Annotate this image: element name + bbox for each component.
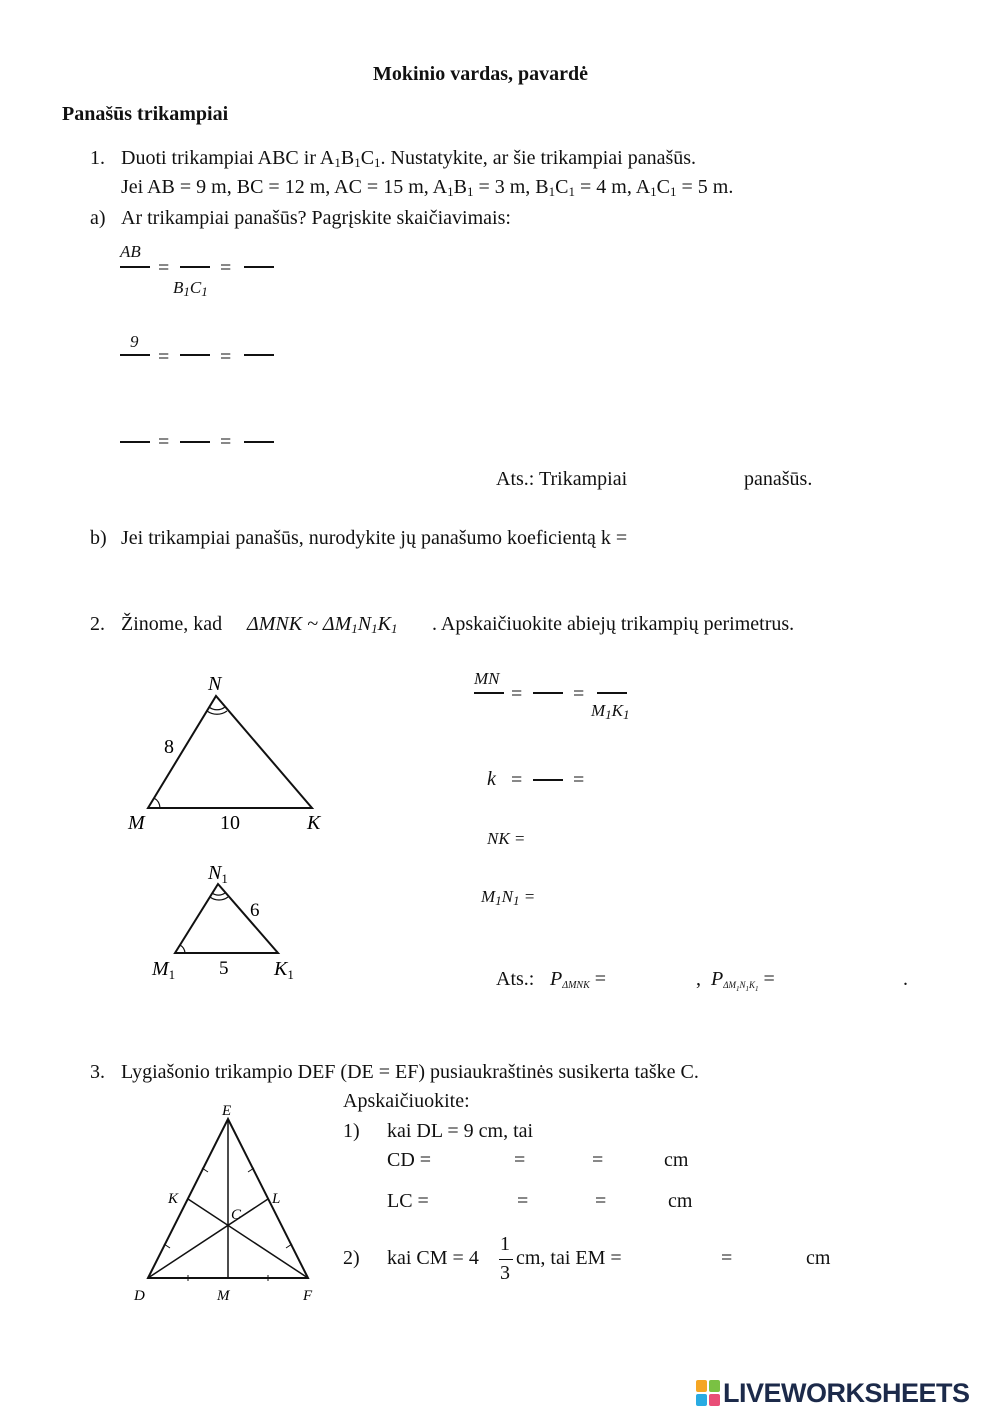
task3-item1-text: kai DL = 9 cm, tai <box>387 1120 534 1142</box>
equals-sign: = <box>721 1247 733 1269</box>
angle-m-arc <box>154 798 160 808</box>
fraction-line <box>120 354 150 356</box>
equals-sign: = <box>220 346 232 368</box>
frac-mn-numerator: MN <box>474 669 500 688</box>
answer-blank[interactable] <box>180 354 210 356</box>
mixed-fraction-numerator: 1 <box>500 1233 510 1255</box>
vertex-n1-label: $N_1$ <box>208 862 228 886</box>
mixed-fraction-denominator: 3 <box>500 1262 510 1284</box>
fraction-line <box>499 1259 513 1260</box>
task3-item2-text-b: cm, tai EM = <box>516 1247 622 1269</box>
frac-ab-numerator: AB <box>120 242 141 261</box>
task3-number: 3. <box>90 1061 105 1083</box>
triangle-def-diagram <box>120 1095 340 1310</box>
angle-n-arc-2 <box>207 711 227 714</box>
angle-n1-arc-2 <box>210 897 228 900</box>
m1n1-label: $M_1N_1$ = <box>481 887 536 908</box>
liveworksheets-icon <box>696 1380 720 1406</box>
median-dl <box>148 1199 268 1278</box>
task1-part-b-text: Jei trikampiai panašūs, nurodykite jų panašumo koeficientą k = <box>121 527 628 549</box>
point-c-label: C <box>231 1207 242 1223</box>
task1-number: 1. <box>90 147 105 169</box>
comma: , <box>696 968 701 990</box>
lc-label: LC = <box>387 1190 429 1212</box>
vertex-k1-label: $K_1$ <box>274 958 294 982</box>
section-title: Panašūs trikampiai <box>62 103 229 125</box>
task3-item1-number: 1) <box>343 1120 360 1142</box>
vertex-k-label: K <box>307 812 321 834</box>
answer-blank[interactable] <box>597 692 627 694</box>
task2-number: 2. <box>90 613 105 635</box>
vertex-m-label: M <box>128 812 145 834</box>
task2-text-a: Žinome, kad <box>121 613 223 635</box>
task1-answer-prefix: Ats.: Trikampiai <box>496 468 628 490</box>
task1-part-a-text: Ar trikampiai panašūs? Pagrįskite skaičiavimais: <box>121 207 511 229</box>
point-m-label: M <box>217 1288 230 1304</box>
triangle-mnk-diagram <box>120 665 340 840</box>
equals-sign: = <box>514 1149 526 1171</box>
equals-sign: = <box>158 431 170 453</box>
vertex-e-label: E <box>222 1103 232 1119</box>
liveworksheets-text: LIVEWORKSHEETS <box>723 1377 970 1408</box>
equals-sign: = <box>158 257 170 279</box>
answer-blank[interactable] <box>533 779 563 781</box>
point-k-label: K <box>168 1191 179 1207</box>
task1-line1: Duoti trikampiai ABC ir $A_1B_1C_1$. Nustatykite, ar šie trikampiai panašūs. <box>121 147 697 170</box>
angle-n-arc-1 <box>209 707 225 710</box>
side-mk-length: 10 <box>220 812 240 834</box>
angle-n1-arc-1 <box>212 893 225 895</box>
equals-sign: = <box>511 683 523 705</box>
task3-text: Lygiašonio trikampio DEF (DE = EF) pusiaukraštinės susikerta taške C. <box>121 1061 699 1083</box>
vertex-d-label: D <box>134 1288 145 1304</box>
equals-sign: = <box>220 257 232 279</box>
task1-line2: Jei AB = 9 m, BC = 12 m, AC = 15 m, $A_1B_1 = 3$ m, $B_1C_1 = 4$ m, $A_1C_1 = 5$ m. <box>121 176 734 199</box>
task1-part-b-label: b) <box>90 527 107 549</box>
side-n1k1-length: 6 <box>250 900 260 921</box>
equals-sign: = <box>517 1190 529 1212</box>
vertex-f-label: F <box>303 1288 313 1304</box>
triangle-m1n1k1-diagram <box>140 855 310 985</box>
nk-label: NK = <box>487 829 526 848</box>
answer-blank[interactable] <box>533 692 563 694</box>
perimeter-m1n1k1-label: $P_{\Delta M_1N_1K_1}$ = <box>711 968 775 993</box>
task1-part-a-label: a) <box>90 207 106 229</box>
angle-m1-arc <box>180 945 185 953</box>
student-name-label: Mokinio vardas, pavardė <box>373 63 589 85</box>
task2-answer-prefix: Ats.: <box>496 968 535 990</box>
answer-blank[interactable] <box>180 441 210 443</box>
perimeter-mnk-label: $P_{\Delta MNK}$ = <box>550 968 607 991</box>
fraction-line <box>120 266 150 268</box>
equals-sign: = <box>573 683 585 705</box>
frac-b1c1-denominator: $B_1C_1$ <box>173 278 208 299</box>
answer-blank[interactable] <box>244 354 274 356</box>
unit-cm: cm <box>664 1149 689 1171</box>
answer-blank[interactable] <box>244 441 274 443</box>
unit-cm: cm <box>668 1190 693 1212</box>
answer-blank[interactable] <box>244 266 274 268</box>
equals-sign: = <box>573 769 585 791</box>
median-fk <box>188 1199 308 1278</box>
period: . <box>903 968 908 990</box>
side-mn-length: 8 <box>164 736 174 758</box>
task2-similarity-formula: ΔMNK ~ $\Delta M_1N_1K_1$ <box>247 613 398 636</box>
task1-answer-suffix: panašūs. <box>744 468 813 490</box>
equals-sign: = <box>220 431 232 453</box>
task2-text-b: . Apskaičiuokite abiejų trikampių perimetrus. <box>432 613 795 635</box>
vertex-m1-label: $M_1$ <box>152 958 176 982</box>
equals-sign: = <box>511 769 523 791</box>
answer-blank[interactable] <box>120 441 150 443</box>
equals-sign: = <box>158 346 170 368</box>
frac-9-numerator: 9 <box>130 332 139 351</box>
equals-sign: = <box>592 1149 604 1171</box>
side-m1k1-length: 5 <box>219 958 229 979</box>
point-l-label: L <box>272 1191 281 1207</box>
fraction-line <box>474 692 504 694</box>
task3-item2-text-a: kai CM = 4 <box>387 1247 479 1269</box>
unit-cm: cm <box>806 1247 831 1269</box>
k-label: k <box>487 768 496 790</box>
equals-sign: = <box>595 1190 607 1212</box>
cd-label: CD = <box>387 1149 432 1171</box>
triangle-m1n1k1-shape <box>175 884 278 953</box>
task3-item2-number: 2) <box>343 1247 360 1269</box>
answer-blank[interactable] <box>180 266 210 268</box>
liveworksheets-logo <box>696 1378 970 1408</box>
frac-m1k1-denominator: $M_1K_1$ <box>591 701 630 722</box>
vertex-n-label: N <box>208 673 222 695</box>
task3-compute: Apskaičiuokite: <box>343 1090 470 1112</box>
